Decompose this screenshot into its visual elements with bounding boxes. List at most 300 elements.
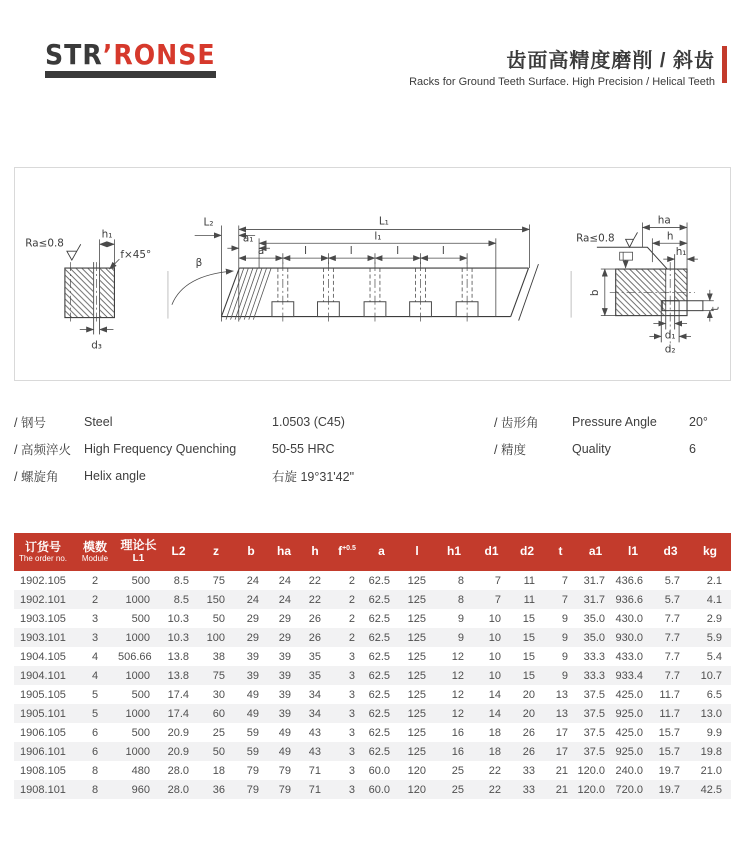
table-cell: 20	[522, 707, 535, 720]
table-cell: 150	[206, 593, 225, 606]
table-cell: 13.8	[167, 650, 189, 663]
table-cell: 960	[131, 783, 150, 796]
table-cell: 20	[522, 688, 535, 701]
spec-label-en: High Frequency Quenching	[84, 441, 237, 456]
table-cell: 11.7	[659, 707, 680, 720]
table-cell: 71	[308, 783, 321, 796]
table-cell: 120.0	[577, 764, 605, 777]
table-row	[14, 761, 731, 780]
table-cell: 22	[308, 593, 321, 606]
drawing-right-view	[576, 214, 722, 355]
spec-section	[14, 408, 731, 489]
table-cell: 1906.105	[20, 726, 66, 739]
table-cell: 12	[451, 669, 464, 682]
table-cell: 36	[212, 783, 225, 796]
table-cell: 100	[206, 631, 225, 644]
table-cell: 125	[407, 650, 426, 663]
col-header-a: a	[364, 533, 399, 571]
table-cell: 62.5	[368, 745, 390, 758]
table-cell: 24	[278, 574, 291, 587]
table-cell: 49	[278, 726, 291, 739]
hole-1	[272, 262, 294, 321]
spec-label-en: Helix angle	[84, 468, 146, 483]
table-cell: 19.7	[658, 764, 680, 777]
table-cell: 62.5	[368, 593, 390, 606]
hole-3	[364, 262, 386, 321]
table-cell: 925.0	[615, 707, 643, 720]
table-cell: 79	[246, 764, 259, 777]
table-row	[14, 647, 731, 666]
table-cell: 1902.101	[20, 593, 66, 606]
table-cell: 12	[451, 650, 464, 663]
table-cell: 18	[488, 726, 501, 739]
table-cell: 7	[561, 574, 568, 587]
table-cell: 5.7	[664, 593, 680, 606]
table-cell: 7	[494, 574, 501, 587]
table-cell: 2	[348, 574, 355, 587]
table-cell: 125	[407, 745, 426, 758]
table-cell: 13.0	[700, 707, 722, 720]
col-header-h: h	[300, 533, 330, 571]
table-cell: 9	[457, 631, 464, 644]
table-cell: 22	[308, 574, 321, 587]
dim-label-d3: d₃	[91, 339, 102, 352]
table-cell: 38	[212, 650, 225, 663]
table-cell: 500	[131, 612, 150, 625]
table-cell: 3	[91, 631, 99, 644]
table-cell: 28.0	[167, 764, 189, 777]
spec-value: 20°	[689, 414, 708, 429]
table-cell: 39	[246, 650, 259, 663]
table-cell: 3	[348, 650, 355, 663]
table-cell: 39	[278, 688, 291, 701]
spec-label-zh: / 钢号	[14, 415, 46, 430]
col-header-l1: l1	[614, 533, 652, 571]
col-header-d3: d3	[652, 533, 689, 571]
table-cell: 2	[348, 612, 355, 625]
col-header-d2: d2	[510, 533, 544, 571]
table-cell: 2.1	[706, 574, 722, 587]
spec-value: 6	[689, 441, 696, 456]
dim-label-a: a	[257, 245, 265, 258]
table-cell: 16	[451, 745, 464, 758]
spec-column-left	[14, 408, 494, 489]
table-cell: 20.9	[167, 726, 189, 739]
table-cell: 39	[278, 650, 291, 663]
spec-row-steel	[14, 408, 494, 435]
table-cell: 19.8	[700, 745, 722, 758]
table-cell: 5.4	[706, 650, 722, 663]
table-cell: 62.5	[368, 726, 390, 739]
table-cell: 5.7	[664, 574, 680, 587]
table-cell: 9.9	[706, 726, 722, 739]
spec-label-zh: / 高频淬火	[14, 442, 71, 457]
col-header-d1: d1	[473, 533, 510, 571]
table-cell: 34	[308, 688, 321, 701]
dim-label-h1-right: h₁	[675, 246, 687, 259]
table-cell: 33	[522, 783, 535, 796]
table-cell: 19.7	[658, 783, 680, 796]
brand-logo-text	[45, 38, 216, 71]
table-cell: 430.0	[615, 612, 643, 625]
table-cell: 62.5	[368, 612, 390, 625]
table-cell: 43	[308, 726, 321, 739]
table-cell: 33.3	[583, 669, 605, 682]
page-title	[409, 44, 715, 88]
table-cell: 8	[457, 593, 464, 606]
table-row	[14, 704, 731, 723]
table-cell: 79	[246, 783, 259, 796]
table-cell: 24	[278, 593, 291, 606]
table-cell: 21.0	[700, 764, 722, 777]
table-cell: 720.0	[615, 783, 643, 796]
table-cell: 933.4	[615, 669, 643, 682]
spec-value: 右旋 19°31'42"	[272, 469, 355, 484]
table-cell: 17.4	[167, 688, 189, 701]
table-cell: 6.5	[706, 688, 722, 701]
table-cell: 3	[91, 612, 99, 625]
table-cell: 37.5	[583, 745, 605, 758]
table-cell: 3	[348, 745, 355, 758]
table-cell: 7.7	[664, 669, 680, 682]
dim-label-l-3: l	[396, 245, 400, 258]
table-cell: 49	[246, 688, 259, 701]
logo-part-str: STR	[45, 38, 103, 71]
spec-value: 1.0503 (C45)	[272, 414, 345, 429]
table-cell: 25	[451, 783, 464, 796]
table-cell: 5.9	[706, 631, 722, 644]
table-cell: 29	[246, 612, 259, 625]
table-cell: 13	[555, 688, 568, 701]
table-cell: 17	[555, 726, 568, 739]
table-cell: 18	[488, 745, 501, 758]
table-cell: 3	[348, 764, 355, 777]
table-row	[14, 780, 731, 799]
spec-value: 50-55 HRC	[272, 441, 335, 456]
table-cell: 31.7	[583, 593, 605, 606]
table-cell: 60.0	[368, 764, 390, 777]
table-cell: 120	[407, 764, 426, 777]
table-row	[14, 723, 731, 742]
table-cell: 43	[308, 745, 321, 758]
table-cell: 21	[555, 764, 568, 777]
col-header-L1-theory: 理论长 L1	[118, 533, 159, 571]
table-row	[14, 628, 731, 647]
table-cell: 1908.105	[20, 764, 66, 777]
spec-label-zh: / 螺旋角	[14, 469, 59, 484]
hole-4	[410, 262, 432, 321]
table-cell: 62.5	[368, 650, 390, 663]
table-cell: 500	[131, 574, 150, 587]
col-header-f: $f^{+0.5}$	[330, 533, 364, 571]
tolerance-frame-icon	[620, 252, 633, 260]
table-cell: 9	[561, 612, 568, 625]
table-cell: 8.5	[173, 593, 189, 606]
spec-row-pressure-angle	[494, 408, 731, 435]
col-header-kg: kg	[689, 533, 731, 571]
dim-label-d1: d₁	[664, 329, 676, 342]
table-cell: 2	[348, 631, 355, 644]
table-cell: 11	[523, 593, 535, 606]
table-cell: 125	[407, 726, 426, 739]
dim-label-l1: l₁	[374, 230, 382, 243]
table-cell: 2	[91, 593, 99, 606]
spec-label-en: Pressure Angle	[572, 414, 657, 429]
spec-row-quenching	[14, 435, 494, 462]
hole-2	[318, 262, 340, 321]
table-cell: 35	[308, 669, 321, 682]
col-header-order-no: 订货号 The order no.	[14, 533, 72, 571]
table-cell: 1904.105	[20, 650, 66, 663]
table-cell: 936.6	[615, 593, 643, 606]
table-cell: 15.7	[658, 726, 680, 739]
table-cell: 17.4	[167, 707, 189, 720]
table-cell: 59	[246, 726, 259, 739]
table-cell: 37.5	[583, 688, 605, 701]
dim-label-d2: d₂	[664, 343, 676, 356]
table-cell: 14	[488, 688, 501, 701]
table-cell: 3	[348, 707, 355, 720]
table-row	[14, 742, 731, 761]
dim-label-l-4: l	[441, 245, 445, 258]
table-cell: 1000	[125, 707, 150, 720]
table-cell: 8	[91, 764, 99, 777]
table-cell: 49	[278, 745, 291, 758]
table-cell: 4.1	[706, 593, 722, 606]
table-cell: 7	[561, 593, 568, 606]
table-cell: 1905.101	[20, 707, 66, 720]
table-cell: 10.3	[167, 612, 189, 625]
table-cell: 500	[131, 726, 150, 739]
table-cell: 2	[348, 593, 355, 606]
spec-column-right	[494, 408, 731, 489]
table-cell: 1902.105	[20, 574, 66, 587]
dim-label-b: b	[588, 289, 601, 297]
table-cell: 480	[131, 764, 150, 777]
dim-label-h1-left: h₁	[101, 228, 113, 241]
hole-5	[456, 262, 478, 321]
table-row	[14, 571, 731, 590]
table-cell: 1903.105	[20, 612, 66, 625]
table-cell: 71	[308, 764, 321, 777]
table-cell: 62.5	[368, 688, 390, 701]
title-accent-bar	[722, 46, 727, 83]
table-cell: 39	[246, 669, 259, 682]
table-cell: 6	[91, 726, 99, 739]
table-cell: 25	[212, 726, 225, 739]
table-cell: 26	[522, 745, 535, 758]
col-header-t: t	[544, 533, 577, 571]
table-cell: 7.7	[664, 612, 680, 625]
table-cell: 8	[457, 574, 464, 587]
table-cell: 37.5	[583, 707, 605, 720]
dim-label-l-2: l	[349, 245, 353, 258]
table-cell: 8.5	[173, 574, 189, 587]
table-cell: 425.0	[615, 726, 643, 739]
table-cell: 16	[451, 726, 464, 739]
table-cell: 1000	[125, 631, 150, 644]
table-cell: 22	[488, 764, 501, 777]
table-row	[14, 609, 731, 628]
table-cell: 29	[278, 631, 291, 644]
table-cell: 5	[91, 707, 99, 720]
table-cell: 2	[91, 574, 99, 587]
table-cell: 33	[522, 764, 535, 777]
table-cell: 9	[561, 669, 568, 682]
table-cell: 60.0	[368, 783, 390, 796]
table-cell: 75	[212, 574, 225, 587]
table-cell: 17	[555, 745, 568, 758]
table-cell: 436.6	[615, 574, 643, 587]
table-cell: 24	[246, 593, 259, 606]
dim-label-h: h	[666, 230, 674, 243]
spec-label-zh: / 齿形角	[494, 415, 539, 430]
roughness-label-right: Ra≤0.8	[576, 232, 615, 245]
table-cell: 10.7	[700, 669, 722, 682]
table-cell: 42.5	[700, 783, 722, 796]
table-cell: 34	[308, 707, 321, 720]
spec-label-en: Quality	[572, 441, 611, 456]
table-cell: 1903.101	[20, 631, 66, 644]
technical-drawing	[15, 168, 730, 380]
table-cell: 29	[278, 612, 291, 625]
table-cell: 9	[457, 612, 464, 625]
table-cell: 3	[348, 783, 355, 796]
table-cell: 59	[246, 745, 259, 758]
table-cell: 1906.101	[20, 745, 66, 758]
col-header-ha: ha	[268, 533, 300, 571]
logo-apostrophe: ’	[102, 38, 114, 71]
table-cell: 930.0	[615, 631, 643, 644]
table-cell: 12	[451, 707, 464, 720]
table-cell: 37.5	[583, 726, 605, 739]
dim-label-a1: a₁	[242, 232, 254, 245]
table-cell: 15	[522, 612, 535, 625]
table-cell: 3	[348, 726, 355, 739]
table-cell: 21	[555, 783, 568, 796]
table-cell: 1000	[125, 669, 150, 682]
product-table-wrap	[14, 533, 731, 799]
dim-label-chamfer: f×45°	[120, 249, 152, 262]
table-cell: 11.7	[659, 688, 680, 701]
table-cell: 125	[407, 574, 426, 587]
table-cell: 425.0	[615, 688, 643, 701]
logo-underline-bar	[45, 71, 216, 78]
table-cell: 500	[131, 688, 150, 701]
product-table-body	[14, 571, 731, 799]
table-cell: 14	[488, 707, 501, 720]
dim-label-L1: L₁	[378, 215, 389, 228]
table-cell: 39	[278, 707, 291, 720]
table-cell: 18	[212, 764, 225, 777]
col-header-h1: h1	[435, 533, 473, 571]
dim-label-l-1: l	[304, 245, 308, 258]
technical-drawing-box	[14, 167, 731, 381]
table-cell: 26	[308, 612, 321, 625]
table-cell: 433.0	[615, 650, 643, 663]
table-cell: 125	[407, 707, 426, 720]
table-cell: 9	[561, 631, 568, 644]
table-cell: 12	[451, 688, 464, 701]
table-cell: 49	[246, 707, 259, 720]
table-cell: 24	[246, 574, 259, 587]
table-cell: 11	[523, 574, 535, 587]
table-cell: 35.0	[583, 631, 605, 644]
roughness-symbol-icon	[626, 232, 638, 247]
table-row	[14, 685, 731, 704]
table-cell: 7.7	[664, 631, 680, 644]
table-cell: 35.0	[583, 612, 605, 625]
table-cell: 31.7	[583, 574, 605, 587]
table-cell: 30	[212, 688, 225, 701]
table-cell: 10	[488, 669, 501, 682]
table-cell: 1000	[125, 593, 150, 606]
table-cell: 62.5	[368, 707, 390, 720]
col-header-l: l	[399, 533, 435, 571]
table-cell: 15.7	[658, 745, 680, 758]
table-cell: 125	[407, 669, 426, 682]
table-row	[14, 666, 731, 685]
col-header-a1: a1	[577, 533, 614, 571]
spec-label-zh: / 精度	[494, 442, 526, 457]
product-table	[14, 533, 731, 799]
table-cell: 3	[348, 688, 355, 701]
table-cell: 10	[488, 650, 501, 663]
table-cell: 7	[494, 593, 501, 606]
table-cell: 28.0	[167, 783, 189, 796]
spec-row-helix-angle	[14, 462, 494, 489]
table-cell: 35	[308, 650, 321, 663]
table-cell: 10	[488, 631, 501, 644]
table-cell: 15	[522, 650, 535, 663]
col-header-module: 模数 Module	[72, 533, 118, 571]
spec-label-en: Steel	[84, 414, 113, 429]
dim-label-beta: β	[195, 257, 203, 270]
table-cell: 25	[451, 764, 464, 777]
table-cell: 3	[348, 669, 355, 682]
table-cell: 120.0	[577, 783, 605, 796]
table-cell: 6	[91, 745, 99, 758]
table-cell: 26	[522, 726, 535, 739]
drawing-top-view	[172, 215, 539, 321]
table-cell: 9	[561, 650, 568, 663]
roughness-symbol-icon	[67, 244, 81, 260]
table-cell: 4	[91, 650, 99, 663]
table-cell: 925.0	[615, 745, 643, 758]
table-cell: 125	[407, 593, 426, 606]
table-row	[14, 590, 731, 609]
table-cell: 506.66	[118, 650, 152, 663]
table-cell: 20.9	[167, 745, 189, 758]
table-cell: 79	[278, 783, 291, 796]
table-cell: 62.5	[368, 669, 390, 682]
col-header-L2: L2	[159, 533, 198, 571]
table-cell: 62.5	[368, 631, 390, 644]
table-cell: 125	[407, 612, 426, 625]
col-header-z: z	[198, 533, 234, 571]
page-title-en: Racks for Ground Teeth Surface. High Precision / Helical Teeth	[409, 76, 715, 88]
table-cell: 120	[407, 783, 426, 796]
dim-label-ha: ha	[657, 214, 671, 227]
table-cell: 10.3	[167, 631, 189, 644]
table-cell: 15	[522, 631, 535, 644]
table-cell: 15	[522, 669, 535, 682]
table-cell: 79	[278, 764, 291, 777]
table-cell: 7.7	[664, 650, 680, 663]
table-cell: 50	[212, 745, 225, 758]
logo-part-ronse: RONSE	[113, 38, 216, 71]
table-cell: 1908.101	[20, 783, 66, 796]
